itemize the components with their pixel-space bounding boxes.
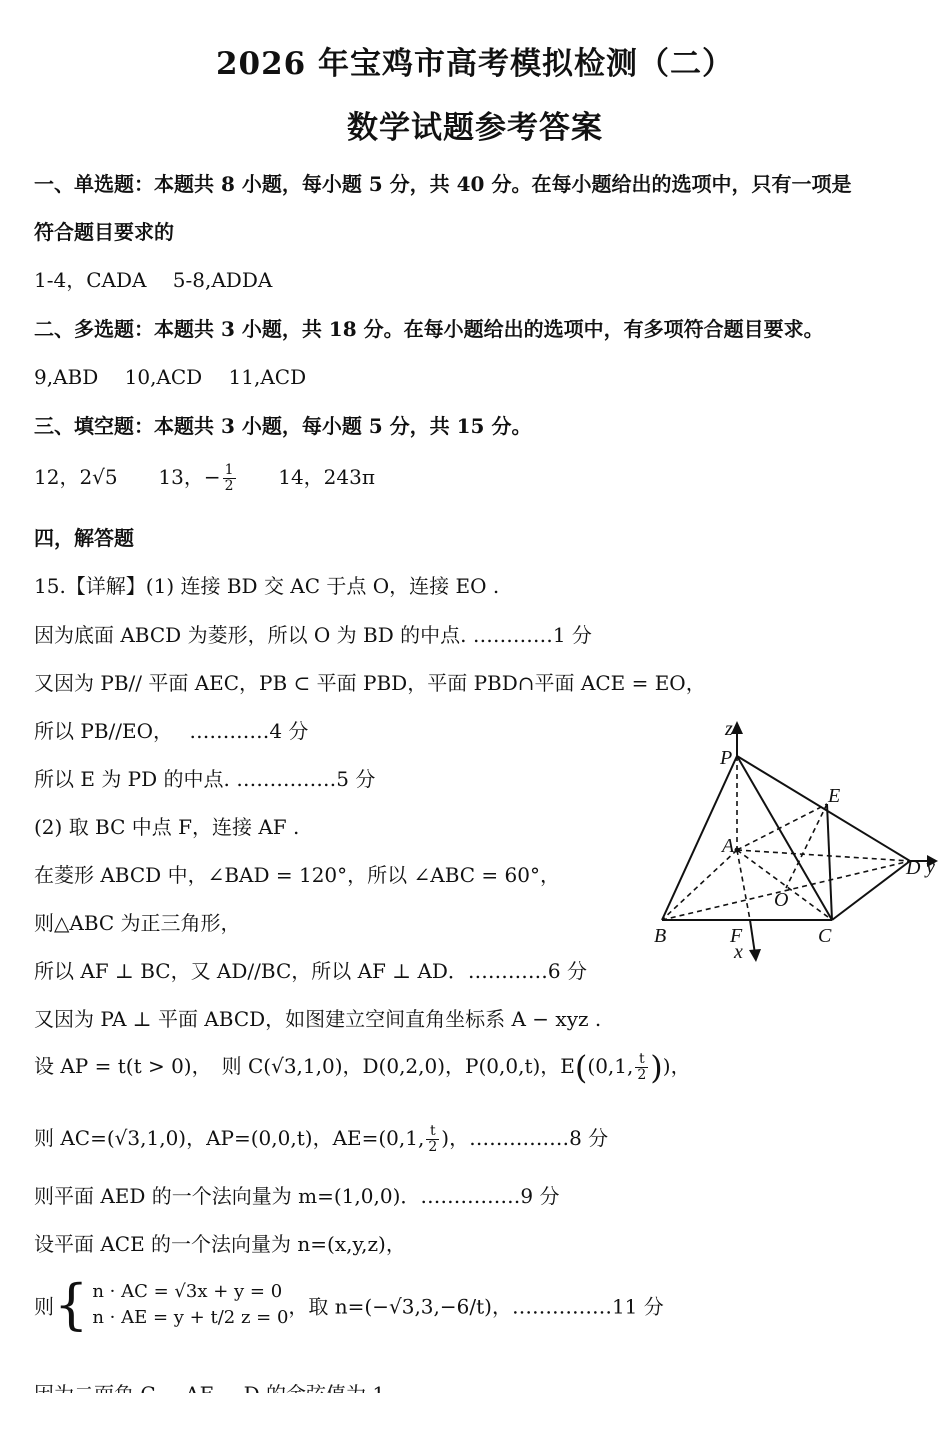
label-D: D	[906, 857, 921, 879]
section1-heading-line1: 一、单选题：本题共 8 小题，每小题 5 分，共 40 分。在每小题给出的选项中，只有一项是	[34, 172, 852, 196]
solution-line-3: 又因为 PB// 平面 AEC，PB ⊂ 平面 PBD，平面 PBD∩平面 ACE = EO，	[34, 671, 706, 695]
page-cut-edge	[0, 1393, 950, 1450]
document-subtitle: 数学试题参考答案	[347, 110, 603, 146]
point-A	[735, 848, 740, 853]
edge-AE	[737, 804, 827, 850]
section3-heading: 三、填空题：本题共 3 小题，每小题 5 分，共 15 分。	[34, 414, 532, 438]
section1-heading-line2: 符合题目要求的	[34, 220, 174, 244]
label-B: B	[654, 925, 667, 947]
edge-EC	[827, 804, 832, 920]
section1-answers: 1-4，CADA 5-8,ADDA	[34, 268, 273, 292]
solution-line-6: (2) 取 BC 中点 F，连接 AF .	[34, 815, 300, 839]
solution-line-14: 设平面 ACE 的一个法向量为 n=(x,y,z)，	[34, 1232, 406, 1256]
equation-row-2: n · AE = y + t/2 z = 0	[92, 1307, 289, 1328]
label-P: P	[720, 747, 733, 769]
solution-line-1: 15.【详解】(1) 连接 BD 交 AC 于点 O，连接 EO .	[34, 574, 500, 598]
solution-line-8: 则△ABC 为正三角形，	[34, 911, 241, 935]
label-C: C	[818, 925, 832, 947]
edge-AF	[737, 850, 750, 920]
label-A: A	[722, 835, 735, 857]
solution-line-4: 所以 PB//EO， …………4 分	[34, 719, 309, 743]
solution-line-11: 设 AP = t(t > 0)， 则 C(√3,1,0)，D(0,2,0)，P(0,0,t)，E((0,1, $\frac{t}{2}$ ))，	[34, 1048, 691, 1087]
section2-answers: 9,ABD 10,ACD 11,ACD	[34, 365, 307, 389]
label-x: x	[734, 941, 743, 963]
z-arrowhead	[731, 721, 743, 734]
section2-heading: 二、多选题：本题共 3 小题，共 18 分。在每小题给出的选项中，有多项符合题目要求。	[34, 317, 824, 341]
edge-PD	[737, 756, 910, 861]
label-O: O	[774, 889, 789, 911]
solution-line-5: 所以 E 为 PD 的中点. ……………5 分	[34, 767, 376, 791]
section3-answers	[34, 461, 375, 494]
answer-q14: 14，243π	[278, 465, 376, 489]
solution-line-15: 则{ n · AC = √3x + y = 0 n · AE = y + t/2 z = 0 ，取 n=(−√3,3,−6/t)，……………11 分	[34, 1273, 664, 1336]
x-axis	[750, 920, 755, 954]
label-E: E	[828, 785, 841, 807]
label-z: z	[725, 718, 733, 740]
solution-line-13: 则平面 AED 的一个法向量为 m=(1,0,0)．……………9 分	[34, 1184, 560, 1208]
label-F: F	[730, 925, 743, 947]
edge-AB	[662, 850, 737, 920]
solution-line-2: 因为底面 ABCD 为菱形，所以 O 为 BD 的中点. …………1 分	[34, 623, 592, 647]
edge-AD	[737, 850, 910, 861]
solution-line-12: 则 AC=(√3,1,0)，AP=(0,0,t)，AE=(0,1, $\frac{t}{2}$ )，……………8 分	[34, 1123, 609, 1155]
solution-line-10: 又因为 PA ⊥ 平面 ABCD，如图建立空间直角坐标系 A − xyz .	[34, 1007, 602, 1031]
x-arrowhead	[749, 949, 761, 962]
answer-q13-prefix: 13，−	[158, 465, 221, 489]
label-y: y	[926, 856, 935, 878]
solution-line-9: 所以 AF ⊥ BC，又 AD//BC，所以 AF ⊥ AD．…………6 分	[34, 959, 588, 983]
edge-CD	[832, 861, 910, 920]
answer-q13-fraction: $\frac{1}{2}$	[224, 462, 234, 494]
document-title: 2026 年宝鸡市高考模拟检测（二）	[215, 46, 735, 82]
section4-heading: 四，解答题	[34, 526, 134, 550]
equation-row-1: n · AC = √3x + y = 0	[92, 1281, 283, 1302]
answer-q12: 12，2√5	[34, 465, 118, 489]
pyramid-figure	[640, 718, 945, 968]
solution-line-7: 在菱形 ABCD 中，∠BAD = 120°，所以 ∠ABC = 60°，	[34, 863, 560, 887]
